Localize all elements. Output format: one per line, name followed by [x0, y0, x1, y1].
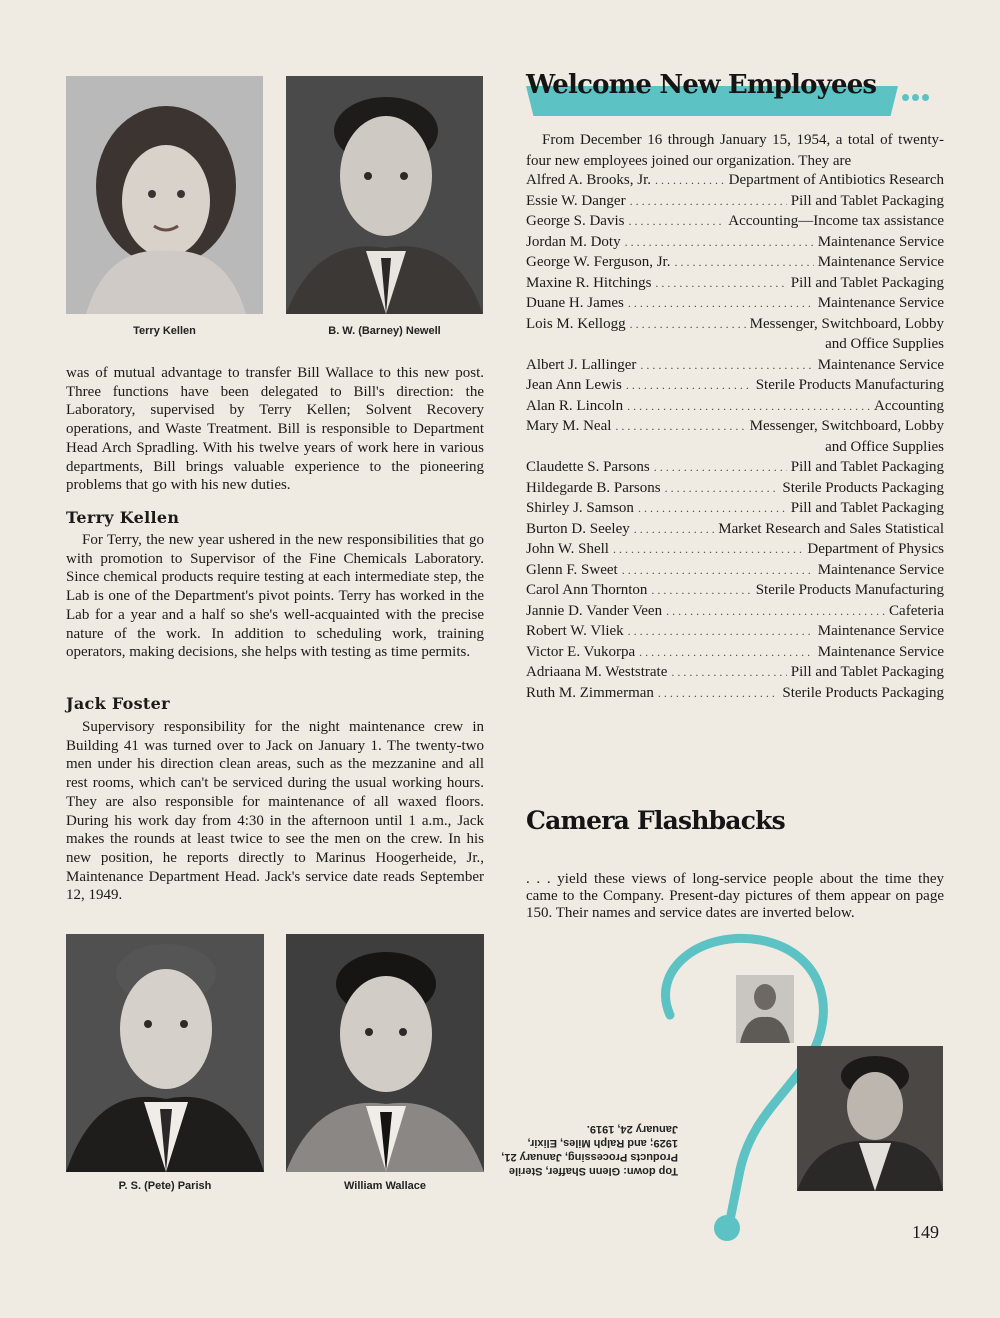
dot-leader — [627, 396, 870, 417]
employee-name: John W. Shell — [526, 541, 609, 557]
employee-department: Market Research and Sales Statistical — [718, 520, 944, 537]
employee-name: Glenn F. Sweet — [526, 561, 618, 578]
caption-terry-kellen: Terry Kellen — [133, 325, 196, 337]
employee-name: George S. Davis — [526, 213, 625, 229]
caption-pete-parish: P. S. (Pete) Parish — [118, 1180, 212, 1192]
employee-department: Messenger, Switchboard, Lobby — [749, 418, 944, 434]
employee-department: Sterile Products Packaging — [782, 479, 944, 496]
employee-name: Adriaana M. Weststrate — [526, 664, 668, 680]
dot-leader — [674, 252, 813, 273]
employee-department: Maintenance Service — [817, 561, 944, 578]
section-terry-kellen-text: For Terry, the new year ushered in the new responsibilities that go with promotion to Supervisor of the Fine Chemicals Laboratory. Since chemical products require testing at each intermediate step, the Lab is one of the Department's pivot points. Terry has worked in the Lab for a year and a half so she's well-acquainted with the precise nature of the work. In addition to scheduling work, training operators, making decisions, she helps with testing as time permits. — [66, 532, 484, 661]
portrait-man-graphic — [66, 934, 264, 1172]
employee-name: Albert J. Lallinger — [526, 356, 637, 373]
employee-row — [526, 375, 944, 396]
flashback-photo-small — [736, 975, 794, 1043]
photo-barney-newell — [286, 76, 483, 314]
dot-leader — [628, 211, 724, 232]
employee-row — [526, 457, 944, 478]
dot-leader — [654, 457, 787, 478]
dot-leader — [628, 621, 814, 642]
dot-leader — [638, 498, 787, 519]
employee-row — [526, 580, 944, 601]
heading-jack-foster: Jack Foster — [66, 694, 170, 713]
employee-department: Pill and Tablet Packaging — [790, 664, 944, 680]
camera-flashbacks-title: Camera Flashbacks — [526, 806, 785, 835]
employee-row — [526, 601, 944, 622]
employee-name: Ruth M. Zimmerman — [526, 684, 654, 701]
employee-department-continued: and Office Supplies — [825, 438, 944, 455]
employee-department: Maintenance Service — [817, 295, 944, 311]
banner-dots — [902, 88, 932, 106]
employee-department: Accounting—Income tax assistance — [728, 213, 944, 229]
employee-row — [526, 273, 944, 294]
employee-department: Department of Physics — [807, 541, 944, 557]
portrait-man-graphic — [286, 934, 484, 1172]
employee-list — [526, 170, 944, 703]
camera-flashbacks-text: . . . yield these views of long-service people about the time they came to the Company. Present-day pictures of them appear on page 150. Their names and service dates are inverted below. — [526, 871, 944, 921]
employee-row — [526, 314, 944, 335]
employee-row — [526, 683, 944, 704]
employee-row — [526, 396, 944, 417]
employee-row — [526, 416, 944, 437]
employee-row — [526, 519, 944, 540]
employee-department: Accounting — [874, 397, 944, 414]
welcome-intro — [526, 130, 944, 171]
employee-department: Department of Antibiotics Research — [728, 172, 944, 188]
dot-leader — [630, 314, 746, 335]
employee-name: Lois M. Kellogg — [526, 315, 626, 332]
employee-department: Maintenance Service — [817, 233, 944, 250]
employee-department: Maintenance Service — [817, 623, 944, 639]
employee-name: Maxine R. Hitchings — [526, 274, 652, 291]
dot-leader — [671, 662, 786, 683]
caption-william-wallace: William Wallace — [343, 1180, 427, 1192]
page-number: 149 — [912, 1222, 939, 1242]
employee-name: George W. Ferguson, Jr. — [526, 254, 671, 270]
employee-name: Claudette S. Parsons — [526, 459, 650, 475]
employee-row — [526, 252, 944, 273]
employee-department: Messenger, Switchboard, Lobby — [749, 315, 944, 332]
portrait-man-graphic — [797, 1046, 943, 1191]
employee-name: Burton D. Seeley — [526, 520, 630, 537]
dot-leader — [639, 642, 814, 663]
employee-name: Victor E. Vukorpa — [526, 643, 636, 660]
caption-barney-newell: B. W. (Barney) Newell — [328, 325, 441, 337]
employee-row — [526, 232, 944, 253]
employee-department: Pill and Tablet Packaging — [790, 459, 944, 475]
dot-leader — [651, 580, 751, 601]
employee-name: Robert W. Vliek — [526, 623, 624, 639]
dot-leader — [640, 355, 813, 376]
employee-department: Pill and Tablet Packaging — [790, 192, 944, 209]
photo-william-wallace — [286, 934, 484, 1172]
employee-department: Maintenance Service — [817, 643, 944, 660]
employee-name: Jean Ann Lewis — [526, 377, 622, 393]
dot-leader — [666, 601, 885, 622]
employee-department: Maintenance Service — [817, 356, 944, 373]
employee-name: Duane H. James — [526, 295, 624, 311]
employee-row — [526, 539, 944, 560]
portrait-woman-graphic — [66, 76, 263, 314]
employee-row — [526, 621, 944, 642]
employee-row — [526, 211, 944, 232]
employee-row — [526, 662, 944, 683]
dot-leader — [613, 539, 803, 560]
intro-paragraph — [66, 364, 484, 495]
employee-name: Alfred A. Brooks, Jr. — [526, 172, 651, 188]
employee-row — [526, 498, 944, 519]
portrait-man-graphic — [286, 76, 483, 314]
employee-row — [526, 355, 944, 376]
camera-flashbacks-intro — [526, 871, 944, 922]
employee-department: Pill and Tablet Packaging — [790, 500, 944, 516]
dot-leader — [626, 375, 752, 396]
employee-name: Essie W. Danger — [526, 192, 626, 209]
employee-name: Carol Ann Thornton — [526, 582, 648, 598]
employee-name: Jannie D. Vander Veen — [526, 602, 663, 619]
employee-row — [526, 191, 944, 212]
employee-department: Maintenance Service — [817, 254, 944, 270]
dot-leader — [622, 560, 814, 581]
dot-leader — [628, 293, 814, 314]
heading-terry-kellen: Terry Kellen — [66, 508, 180, 527]
employee-row — [526, 642, 944, 663]
employee-department: Cafeteria — [889, 602, 944, 619]
dot-leader — [658, 683, 778, 704]
dot-leader — [665, 478, 779, 499]
employee-department: Pill and Tablet Packaging — [790, 274, 944, 291]
employee-name: Jordan M. Doty — [526, 233, 621, 250]
dot-leader — [655, 273, 786, 294]
employee-department-continued: and Office Supplies — [825, 336, 944, 352]
dot-leader — [615, 416, 745, 437]
section-jack-foster-text: Supervisory responsibility for the night maintenance crew in Building 41 was turned over to Jack on January 1. The twenty-two men under his direction clean areas, such as the mezzanine and all rest rooms, which can't be serviced during the usual working hours. They are also responsible for maintenance of all waxed floors. During his work day from 4:30 in the afternoon until 1 a.m., Jack makes the rounds at least twice to see the men on the crew. In his new position, he reports directly to Marinus Hoogerheide, Jr., Maintenance Department Head. Jack's service date reads September 12, 1949. — [66, 719, 484, 904]
employee-department: Sterile Products Manufacturing — [755, 582, 944, 598]
employee-department: Sterile Products Manufacturing — [755, 377, 944, 393]
inverted-caption: Top down: Glenn Shaffer, Sterile Products Processing, January 21, 1929; and Ralph Miles, Elixir, January 24, 1919. — [501, 1123, 678, 1177]
dot-leader — [655, 170, 725, 191]
employee-row — [526, 560, 944, 581]
employee-name: Shirley J. Samson — [526, 500, 634, 516]
employee-row — [526, 170, 944, 191]
photo-terry-kellen — [66, 76, 263, 314]
employee-name: Mary M. Neal — [526, 418, 612, 434]
flashback-photo-large — [797, 1046, 943, 1191]
section-terry-kellen — [66, 531, 484, 662]
employee-row — [526, 478, 944, 499]
employee-row — [526, 293, 944, 314]
portrait-man-graphic — [736, 975, 794, 1043]
welcome-title: Welcome New Employees — [526, 70, 877, 100]
employee-department: Sterile Products Packaging — [782, 684, 944, 701]
dot-leader — [625, 232, 814, 253]
dot-leader — [630, 191, 787, 212]
employee-name: Hildegarde B. Parsons — [526, 479, 661, 496]
photo-pete-parish — [66, 934, 264, 1172]
intro-text: was of mutual advantage to transfer Bill Wallace to this new post. Three functions have been delegated to Bill's direction: the Laboratory, supervised by Terry Kellen; Solvent Recovery operations, and Waste Treatment. Bill is responsible to Department Head Arch Spradling. With his twelve years of work here in various departments, Bill brings valuable experience to the pioneering problems that go with his new duties. — [66, 365, 484, 494]
employee-name: Alan R. Lincoln — [526, 397, 624, 414]
welcome-intro-text: From December 16 through January 15, 1954, a total of twenty-four new employees joined our organization. They are — [526, 132, 944, 169]
section-jack-foster — [66, 718, 484, 905]
dot-leader — [634, 519, 715, 540]
